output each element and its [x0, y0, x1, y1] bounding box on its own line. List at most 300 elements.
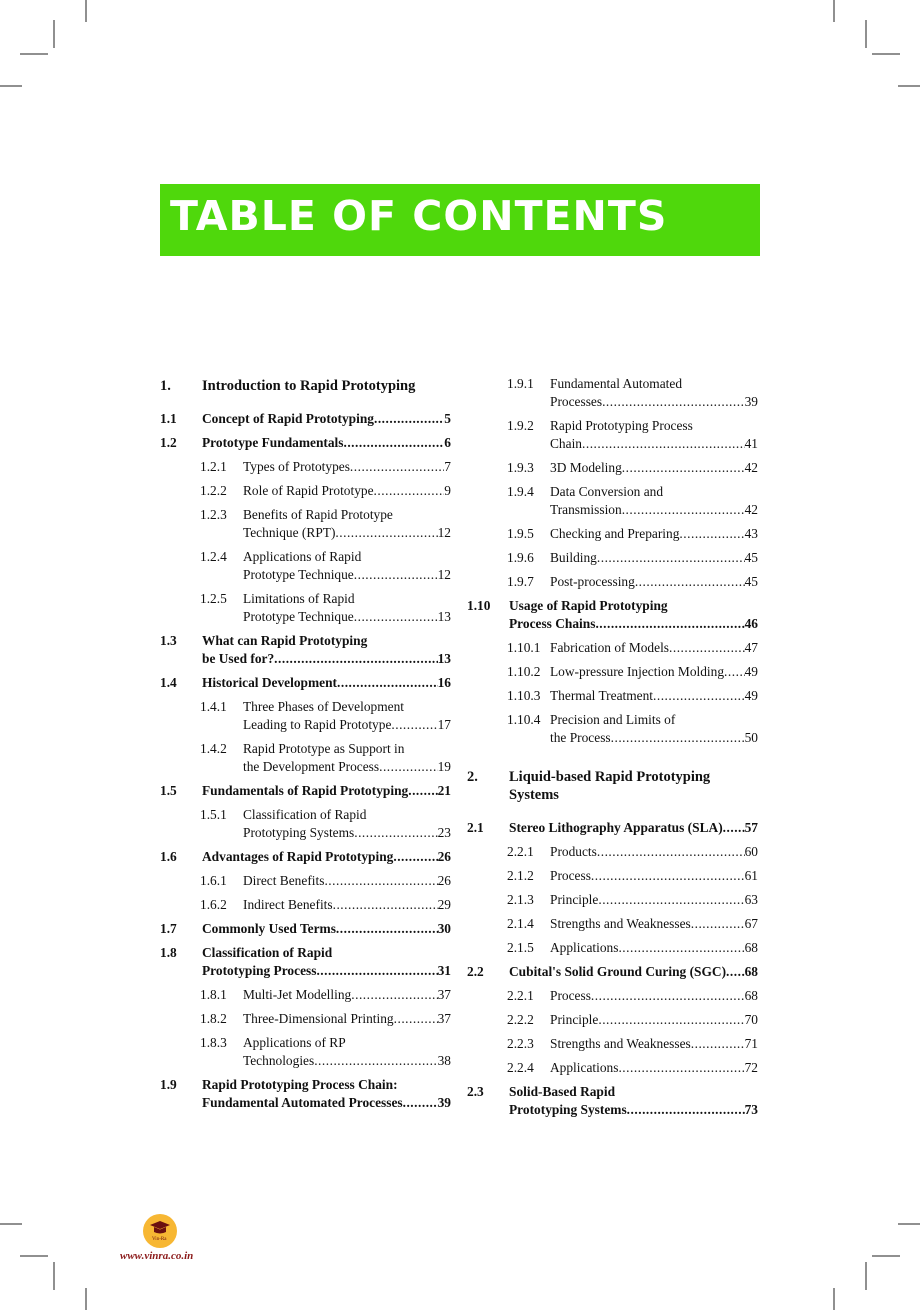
- dot-leader: [582, 435, 745, 453]
- entry-title-line: [243, 1034, 451, 1052]
- dot-leader: [374, 482, 445, 500]
- entry-number: 1.8.3: [200, 1035, 227, 1050]
- entry-title-line: [550, 891, 758, 909]
- entry-number: 1.10.2: [507, 664, 541, 679]
- entry-number: 1.10.1: [507, 640, 541, 655]
- toc-subsection[interactable]: [160, 872, 451, 896]
- entry-title-text: Technique (RPT): [243, 525, 336, 540]
- entry-title-text: Prototyping Systems: [509, 1102, 627, 1117]
- page-number: 72: [744, 1060, 758, 1075]
- dot-leader: [374, 410, 444, 428]
- dot-leader: [602, 393, 745, 411]
- dot-leader: [354, 824, 437, 842]
- dot-leader: [316, 962, 437, 980]
- toc-subsection[interactable]: [467, 867, 758, 891]
- toc-column-right: [467, 375, 758, 1125]
- dot-leader: [598, 891, 744, 909]
- dot-leader: [669, 639, 745, 657]
- toc-subsection[interactable]: [160, 1010, 451, 1034]
- entry-title-line: [202, 848, 451, 866]
- entry-title-line: [509, 963, 758, 981]
- entry-number: 2.2.4: [507, 1060, 534, 1075]
- entry-title: [550, 663, 758, 681]
- entry-title: [243, 1034, 451, 1070]
- entry-title-line: [202, 944, 451, 962]
- toc-chapter[interactable]: [160, 377, 451, 410]
- entry-title-line: [202, 1076, 451, 1094]
- entry-title: [550, 687, 758, 705]
- entry-title-text: Post-processing: [550, 574, 635, 589]
- dot-leader: [351, 986, 437, 1004]
- dot-leader: [591, 987, 745, 1005]
- entry-title-text: Applications of Rapid: [243, 549, 362, 564]
- website-url[interactable]: www.vinra.co.in: [120, 1250, 194, 1262]
- entry-title-line: [202, 377, 451, 395]
- entry-title-text: Low-pressure Injection Molding: [550, 664, 725, 679]
- dot-leader: [691, 1035, 745, 1053]
- toc-subsection[interactable]: [160, 548, 451, 590]
- toc-section[interactable]: [160, 782, 451, 806]
- entry-number: 2.1.4: [507, 916, 534, 931]
- entry-title-text: Applications of RP: [243, 1035, 346, 1050]
- dot-leader: [393, 848, 437, 866]
- page-number: 16: [437, 675, 451, 690]
- entry-title-line: [550, 459, 758, 477]
- entry-title-line: [550, 663, 758, 681]
- toc-subsection[interactable]: [467, 891, 758, 915]
- entry-number: 1.2.3: [200, 507, 227, 522]
- entry-number: 2.1.5: [507, 940, 534, 955]
- entry-title: [202, 848, 451, 866]
- entry-number: 2.2: [467, 964, 484, 979]
- entry-title-line: [550, 1059, 758, 1077]
- entry-number: 1.2.5: [200, 591, 227, 606]
- dot-leader: [653, 687, 745, 705]
- entry-title: [509, 819, 758, 837]
- entry-title-line: [202, 632, 451, 650]
- entry-number: 1.6: [160, 849, 177, 864]
- toc-subsection[interactable]: [467, 459, 758, 483]
- logo-text: Vin-Ra: [152, 1237, 167, 1242]
- page-number: 45: [744, 550, 758, 565]
- page-number: 70: [744, 1012, 758, 1027]
- entry-title-text: Technologies: [243, 1053, 315, 1068]
- page-number: 12: [437, 567, 451, 582]
- page-number: 73: [744, 1102, 758, 1117]
- entry-title-line: [550, 843, 758, 861]
- entry-title: [243, 872, 451, 890]
- entry-title-text: Introduction to Rapid Prototyping: [202, 378, 416, 394]
- entry-title-text: Advantages of Rapid Prototyping: [202, 849, 394, 864]
- entry-number: 2.: [467, 769, 478, 785]
- dot-leader: [350, 458, 444, 476]
- entry-title-line: [509, 615, 758, 633]
- entry-title-line: [550, 1011, 758, 1029]
- entry-title: [243, 896, 451, 914]
- toc-subsection[interactable]: [467, 711, 758, 753]
- page-number: 41: [744, 436, 758, 451]
- entry-number: 2.1: [467, 820, 484, 835]
- entry-number: 1.9.4: [507, 484, 534, 499]
- entry-title-line: [243, 482, 451, 500]
- entry-title-text: Solid-Based Rapid: [509, 1084, 616, 1099]
- toc-subsection[interactable]: [467, 1059, 758, 1083]
- toc-chapter[interactable]: [467, 768, 758, 819]
- entry-number: 1.4: [160, 675, 177, 690]
- entry-title: [243, 506, 451, 542]
- entry-title-line: [509, 819, 758, 837]
- entry-title: [550, 1059, 758, 1077]
- entry-title-line: [550, 711, 758, 729]
- entry-title-text: Process: [550, 868, 591, 883]
- toc-subsection[interactable]: [160, 482, 451, 506]
- toc-section[interactable]: [160, 920, 451, 944]
- entry-title: [243, 590, 451, 626]
- entry-title: [202, 410, 451, 428]
- entry-title-text: Principle: [550, 892, 599, 907]
- page-number: 50: [744, 730, 758, 745]
- entry-title-text: Applications: [550, 940, 619, 955]
- entry-title: [550, 915, 758, 933]
- entry-title-line: [243, 1052, 451, 1070]
- dot-leader: [622, 459, 745, 477]
- entry-title-text: the Development Process: [243, 759, 380, 774]
- dot-leader: [618, 1059, 744, 1077]
- entry-title-text: Three Phases of Development: [243, 699, 405, 714]
- entry-title-line: [509, 1101, 758, 1119]
- entry-title-text: Three-Dimensional Printing: [243, 1011, 394, 1026]
- entry-number: 1.8: [160, 945, 177, 960]
- page-number: 68: [744, 964, 758, 979]
- entry-title: [202, 782, 451, 800]
- entry-number: 1.: [160, 378, 171, 394]
- entry-title-line: [550, 375, 758, 393]
- entry-title-line: [550, 525, 758, 543]
- dot-leader: [394, 1010, 438, 1028]
- entry-title-text: Prototyping Process: [202, 963, 317, 978]
- dot-leader: [627, 1101, 745, 1119]
- entry-title-text: Fundamentals of Rapid Prototyping: [202, 783, 409, 798]
- entry-title: [550, 1035, 758, 1053]
- page-number: 7: [444, 459, 451, 474]
- entry-title-text: Strengths and Weaknesses: [550, 1036, 691, 1051]
- toc-subsection[interactable]: [467, 843, 758, 867]
- entry-title-line: [243, 716, 451, 734]
- entry-title-line: [243, 548, 451, 566]
- entry-title-line: [202, 782, 451, 800]
- entry-title-text: Checking and Preparing: [550, 526, 680, 541]
- dot-leader: [354, 608, 438, 626]
- entry-title-text: Systems: [509, 787, 559, 803]
- entry-title-line: [550, 939, 758, 957]
- dot-leader: [335, 524, 437, 542]
- entry-number: 1.9.7: [507, 574, 534, 589]
- entry-title-line: [243, 806, 451, 824]
- entry-title-text: Process Chains: [509, 616, 596, 631]
- entry-number: 1.7: [160, 921, 177, 936]
- entry-title: [550, 417, 758, 453]
- entry-title-line: [202, 1094, 451, 1112]
- entry-title-line: [243, 758, 451, 776]
- entry-title-line: [243, 698, 451, 716]
- toc-subsection[interactable]: [467, 483, 758, 525]
- entry-title: [202, 920, 451, 938]
- entry-number: 1.8.2: [200, 1011, 227, 1026]
- toc-subsection[interactable]: [467, 549, 758, 573]
- entry-title-text: Commonly Used Terms: [202, 921, 336, 936]
- dot-leader: [679, 525, 744, 543]
- entry-title-line: [550, 417, 758, 435]
- publisher-logo: [143, 1214, 177, 1248]
- entry-title-line: [202, 920, 451, 938]
- page-number: 19: [437, 759, 451, 774]
- entry-title-text: Prototype Fundamentals: [202, 435, 344, 450]
- entry-title-line: [202, 434, 451, 452]
- toc-subsection[interactable]: [467, 1035, 758, 1059]
- toc-section[interactable]: [467, 597, 758, 639]
- entry-title: [202, 944, 451, 980]
- page-number: 5: [444, 411, 451, 426]
- toc-section[interactable]: [160, 632, 451, 674]
- entry-number: 1.2: [160, 435, 177, 450]
- page-title: TABLE OF CONTENTS: [170, 192, 668, 240]
- entry-title-line: [243, 590, 451, 608]
- dot-leader: [314, 1052, 437, 1070]
- dot-leader: [408, 782, 437, 800]
- entry-title-line: [550, 639, 758, 657]
- page-number: 42: [744, 460, 758, 475]
- dot-leader: [379, 758, 438, 776]
- toc-subsection[interactable]: [467, 375, 758, 417]
- page-number: 47: [744, 640, 758, 655]
- toc-section[interactable]: [467, 819, 758, 843]
- dot-leader: [611, 729, 745, 747]
- entry-title: [509, 1083, 758, 1119]
- entry-title-line: [243, 566, 451, 584]
- toc-subsection[interactable]: [160, 698, 451, 740]
- entry-title: [243, 740, 451, 776]
- entry-title-text: Indirect Benefits: [243, 897, 333, 912]
- entry-title-line: [243, 608, 451, 626]
- toc-subsection[interactable]: [467, 663, 758, 687]
- page-number: 37: [437, 1011, 451, 1026]
- entry-title: [550, 483, 758, 519]
- entry-title-text: Classification of Rapid: [243, 807, 367, 822]
- dot-leader: [337, 674, 438, 692]
- entry-title-text: be Used for?: [202, 651, 275, 666]
- entry-title-text: Chain: [550, 436, 582, 451]
- entry-title-line: [202, 962, 451, 980]
- toc-subsection[interactable]: [160, 740, 451, 782]
- toc-section[interactable]: [160, 434, 451, 458]
- entry-title-line: [243, 524, 451, 542]
- page-number: 57: [744, 820, 758, 835]
- entry-title-line: [243, 896, 451, 914]
- entry-number: 1.3: [160, 633, 177, 648]
- toc-column-left: [160, 377, 451, 1118]
- toc-subsection[interactable]: [160, 506, 451, 548]
- toc-subsection[interactable]: [160, 590, 451, 632]
- entry-title-line: [550, 867, 758, 885]
- dot-leader: [618, 939, 744, 957]
- entry-title: [550, 939, 758, 957]
- entry-title-line: [550, 393, 758, 411]
- page-number: 45: [744, 574, 758, 589]
- entry-title-text: Fabrication of Models: [550, 640, 670, 655]
- entry-title-text: Stereo Lithography Apparatus (SLA): [509, 820, 723, 835]
- title-banner: [160, 184, 760, 256]
- toc-section[interactable]: [160, 410, 451, 434]
- toc-subsection[interactable]: [467, 987, 758, 1011]
- entry-title: [202, 434, 451, 452]
- entry-title-text: Leading to Rapid Prototype: [243, 717, 392, 732]
- entry-title-text: Precision and Limits of: [550, 712, 676, 727]
- entry-title-text: Cubital's Solid Ground Curing (SGC): [509, 964, 727, 979]
- entry-title-line: [550, 729, 758, 747]
- entry-number: 1.6.2: [200, 897, 227, 912]
- entry-title-line: [550, 1035, 758, 1053]
- page-number: 12: [437, 525, 451, 540]
- page-number: 13: [437, 609, 451, 624]
- entry-title: [243, 548, 451, 584]
- entry-title-text: Rapid Prototyping Process: [550, 418, 693, 433]
- entry-number: 2.1.2: [507, 868, 534, 883]
- page-number: 26: [437, 873, 451, 888]
- entry-title-line: [243, 506, 451, 524]
- entry-number: 1.2.4: [200, 549, 227, 564]
- entry-title: [202, 377, 451, 395]
- entry-title-text: Prototyping Systems: [243, 825, 355, 840]
- page-number: 67: [744, 916, 758, 931]
- entry-title: [509, 963, 758, 981]
- entry-title-text: Strengths and Weaknesses: [550, 916, 691, 931]
- entry-title-text: Prototype Technique: [243, 609, 354, 624]
- entry-title-text: Classification of Rapid: [202, 945, 333, 960]
- entry-title-line: [550, 435, 758, 453]
- page-number: 63: [744, 892, 758, 907]
- entry-title-text: Concept of Rapid Prototyping: [202, 411, 374, 426]
- entry-title-text: Fundamental Automated Processes: [202, 1095, 403, 1110]
- toc-subsection[interactable]: [467, 525, 758, 549]
- page-number: 68: [744, 940, 758, 955]
- entry-title-text: Building: [550, 550, 597, 565]
- entry-title-line: [243, 740, 451, 758]
- entry-title: [550, 843, 758, 861]
- entry-title: [243, 1010, 451, 1028]
- page-number: 43: [744, 526, 758, 541]
- toc-subsection[interactable]: [160, 896, 451, 920]
- toc-section[interactable]: [467, 963, 758, 987]
- page-number: 38: [437, 1053, 451, 1068]
- entry-number: 1.6.1: [200, 873, 227, 888]
- page-number: 9: [444, 483, 451, 498]
- entry-title-text: Rapid Prototyping Process Chain:: [202, 1077, 398, 1092]
- toc-subsection[interactable]: [160, 458, 451, 482]
- entry-number: 1.9.1: [507, 376, 534, 391]
- toc-subsection[interactable]: [160, 986, 451, 1010]
- toc-section[interactable]: [467, 1083, 758, 1125]
- entry-title-text: Principle: [550, 1012, 599, 1027]
- entry-title-text: Usage of Rapid Prototyping: [509, 598, 668, 613]
- entry-number: 1.2.1: [200, 459, 227, 474]
- toc-subsection[interactable]: [467, 1011, 758, 1035]
- entry-title-text: Rapid Prototype as Support in: [243, 741, 405, 756]
- entry-number: 1.4.2: [200, 741, 227, 756]
- toc-subsection[interactable]: [467, 573, 758, 597]
- page-number: 17: [437, 717, 451, 732]
- toc-subsection[interactable]: [467, 939, 758, 963]
- toc-section[interactable]: [160, 1076, 451, 1118]
- toc-section[interactable]: [160, 848, 451, 872]
- entry-title-text: Prototype Technique: [243, 567, 354, 582]
- entry-title-text: Applications: [550, 1060, 619, 1075]
- dot-leader: [324, 872, 437, 890]
- toc-subsection[interactable]: [160, 1034, 451, 1076]
- entry-title-line: [509, 597, 758, 615]
- toc-subsection[interactable]: [467, 687, 758, 711]
- entry-number: 2.2.1: [507, 844, 534, 859]
- toc-subsection[interactable]: [467, 639, 758, 663]
- entry-title-line: [202, 674, 451, 692]
- entry-title-text: Thermal Treatment: [550, 688, 654, 703]
- toc-subsection[interactable]: [467, 417, 758, 459]
- entry-title: [243, 458, 451, 476]
- entry-number: 1.10.4: [507, 712, 541, 727]
- dot-leader: [622, 501, 745, 519]
- toc-section[interactable]: [160, 674, 451, 698]
- page-number: 30: [437, 921, 451, 936]
- entry-title: [550, 549, 758, 567]
- entry-title: [243, 986, 451, 1004]
- entry-title: [243, 698, 451, 734]
- page-number: 71: [744, 1036, 758, 1051]
- entry-number: 1.9: [160, 1077, 177, 1092]
- dot-leader: [726, 963, 745, 981]
- dot-leader: [391, 716, 437, 734]
- entry-number: 1.5: [160, 783, 177, 798]
- entry-number: 1.9.2: [507, 418, 534, 433]
- entry-title-line: [243, 1010, 451, 1028]
- toc-section[interactable]: [160, 944, 451, 986]
- entry-title-text: Multi-Jet Modelling: [243, 987, 352, 1002]
- entry-title-text: Process: [550, 988, 591, 1003]
- entry-number: 1.5.1: [200, 807, 227, 822]
- entry-title: [550, 987, 758, 1005]
- dot-leader: [343, 434, 444, 452]
- page-number: 26: [437, 849, 451, 864]
- entry-number: 2.2.2: [507, 1012, 534, 1027]
- entry-number: 1.10.3: [507, 688, 541, 703]
- entry-title-text: Fundamental Automated: [550, 376, 683, 391]
- entry-title-line: [202, 410, 451, 428]
- entry-title-line: [550, 483, 758, 501]
- dot-leader: [723, 819, 745, 837]
- dot-leader: [691, 915, 745, 933]
- entry-number: 1.8.1: [200, 987, 227, 1002]
- entry-title: [202, 674, 451, 692]
- entry-number: 1.4.1: [200, 699, 227, 714]
- dot-leader: [597, 549, 745, 567]
- toc-subsection[interactable]: [467, 915, 758, 939]
- graduation-cap-icon: [150, 1220, 170, 1236]
- page-number: 21: [437, 783, 451, 798]
- toc-subsection[interactable]: [160, 806, 451, 848]
- entry-title-text: Products: [550, 844, 597, 859]
- page-number: 39: [744, 394, 758, 409]
- entry-title: [243, 482, 451, 500]
- dot-leader: [403, 1094, 438, 1112]
- page-number: 61: [744, 868, 758, 883]
